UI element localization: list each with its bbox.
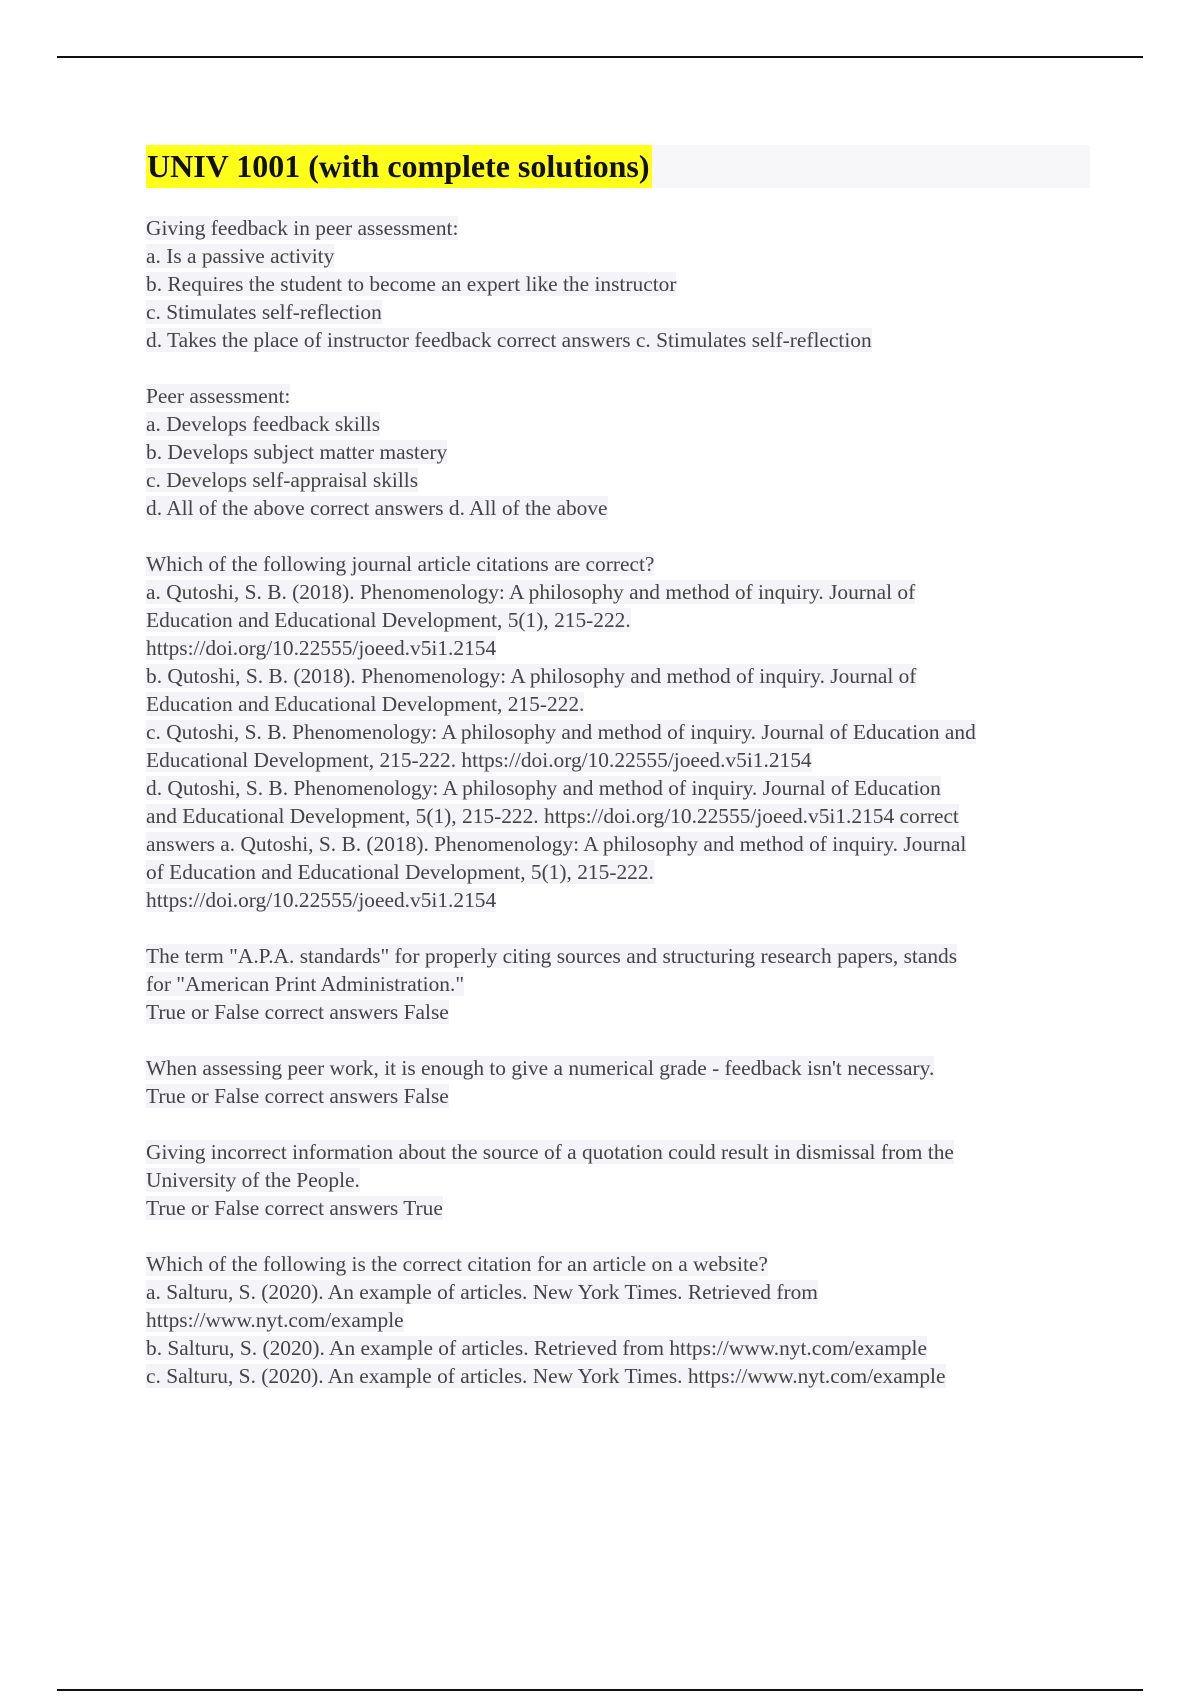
document-body	[146, 145, 1090, 1418]
answer-option: a. Qutoshi, S. B. (2018). Phenomenology: A philosophy and method of inquiry. Journal of	[146, 580, 916, 604]
question-2	[146, 382, 1090, 522]
answer-option: d. Qutoshi, S. B. Phenomenology: A philosophy and method of inquiry. Journal of Education	[146, 776, 941, 800]
answer-text: True or False correct answers False	[146, 1000, 449, 1024]
answer-option: a. Salturu, S. (2020). An example of articles. New York Times. Retrieved from	[146, 1280, 818, 1304]
bottom-rule	[57, 1689, 1143, 1691]
answer-option: Education and Educational Development, 5(1), 215-222.	[146, 608, 631, 632]
answer-option: c. Develops self-appraisal skills	[146, 468, 419, 492]
question-text: Peer assessment:	[146, 384, 291, 408]
question-text: When assessing peer work, it is enough to give a numerical grade - feedback isn't necessary.	[146, 1056, 935, 1080]
document-title: UNIV 1001 (with complete solutions)	[146, 145, 652, 188]
answer-option: of Education and Educational Development, 5(1), 215-222.	[146, 860, 654, 884]
question-text: Which of the following journal article citations are correct?	[146, 552, 655, 576]
answer-text: True or False correct answers True	[146, 1196, 443, 1220]
answer-option: and Educational Development, 5(1), 215-222. https://doi.org/10.22555/joeed.v5i1.2154 correct	[146, 804, 959, 828]
question-text: Which of the following is the correct citation for an article on a website?	[146, 1252, 768, 1276]
question-text: Giving incorrect information about the source of a quotation could result in dismissal from the	[146, 1140, 954, 1164]
question-1	[146, 214, 1090, 354]
answer-option: c. Salturu, S. (2020). An example of articles. New York Times. https://www.nyt.com/example	[146, 1364, 946, 1388]
question-text: The term "A.P.A. standards" for properly citing sources and structuring research papers, stands	[146, 944, 958, 968]
answer-option: https://doi.org/10.22555/joeed.v5i1.2154	[146, 888, 497, 912]
answer-option: b. Salturu, S. (2020). An example of articles. Retrieved from https://www.nyt.com/example	[146, 1336, 927, 1360]
question-4	[146, 942, 1090, 1026]
answer-text: True or False correct answers False	[146, 1084, 449, 1108]
answer-option: d. Takes the place of instructor feedback correct answers c. Stimulates self-reflection	[146, 328, 872, 352]
question-7	[146, 1250, 1090, 1390]
answer-option: a. Develops feedback skills	[146, 412, 381, 436]
question-3	[146, 550, 1090, 914]
answer-option: Education and Educational Development, 215-222.	[146, 692, 585, 716]
answer-option: https://www.nyt.com/example	[146, 1308, 404, 1332]
question-6	[146, 1138, 1090, 1222]
answer-option: c. Qutoshi, S. B. Phenomenology: A philosophy and method of inquiry. Journal of Education and	[146, 720, 976, 744]
title-band	[146, 145, 1090, 188]
answer-option: d. All of the above correct answers d. All of the above	[146, 496, 608, 520]
answer-option: answers a. Qutoshi, S. B. (2018). Phenomenology: A philosophy and method of inquiry. Journal	[146, 832, 967, 856]
question-text: for "American Print Administration."	[146, 972, 465, 996]
answer-option: b. Requires the student to become an expert like the instructor	[146, 272, 677, 296]
top-rule	[57, 56, 1143, 58]
answer-option: b. Develops subject matter mastery	[146, 440, 448, 464]
question-text: Giving feedback in peer assessment:	[146, 216, 459, 240]
question-text: University of the People.	[146, 1168, 360, 1192]
answer-option: Educational Development, 215-222. https://doi.org/10.22555/joeed.v5i1.2154	[146, 748, 812, 772]
answer-option: c. Stimulates self-reflection	[146, 300, 382, 324]
question-5	[146, 1054, 1090, 1110]
answer-option: a. Is a passive activity	[146, 244, 335, 268]
answer-option: b. Qutoshi, S. B. (2018). Phenomenology: A philosophy and method of inquiry. Journal of	[146, 664, 917, 688]
answer-option: https://doi.org/10.22555/joeed.v5i1.2154	[146, 636, 497, 660]
